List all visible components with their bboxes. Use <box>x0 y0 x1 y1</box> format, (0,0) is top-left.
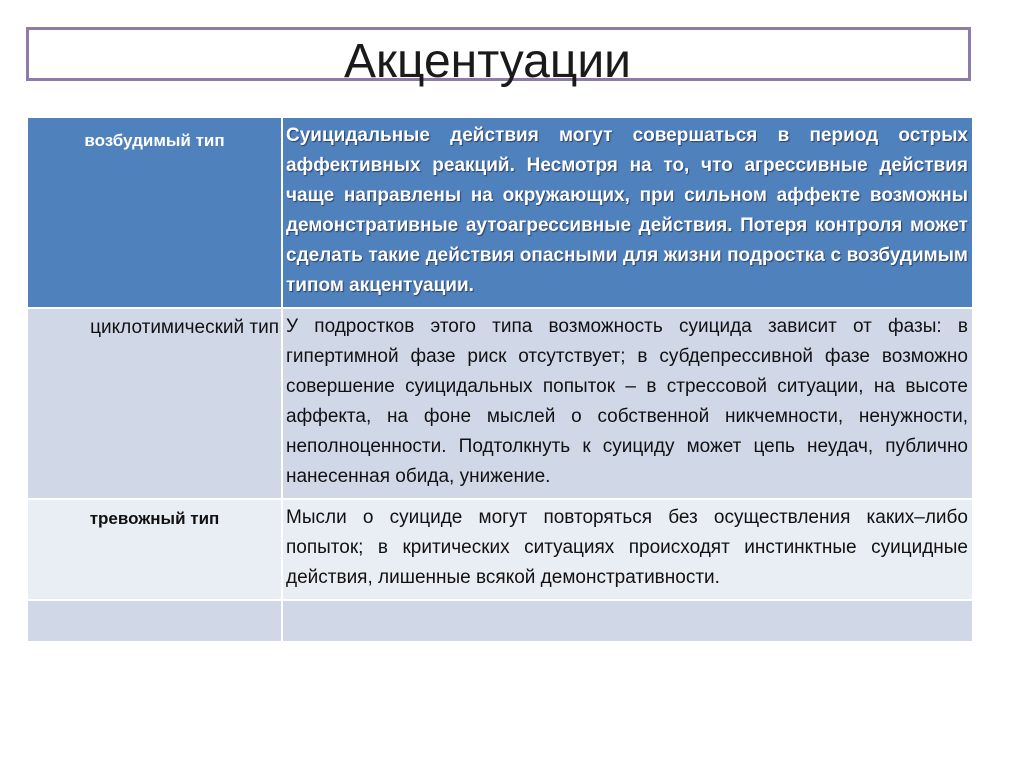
table-row <box>27 600 973 642</box>
accentuation-table <box>26 116 974 643</box>
type-cell: возбудимый тип <box>27 117 282 308</box>
description-cell: Мысли о суициде могут повторяться без осуществления каких–либо попыток; в критических ситуациях происходят инстинктные суицидные действия, лишенные всякой демонстративности. <box>282 499 973 600</box>
type-cell: тревожный тип <box>27 499 282 600</box>
description-cell: Суицидальные действия могут совершаться в период острых аффективных реакций. Несмотря на то, что агрессивные действия чаще направлены на окружающих, при сильном аффекте возможны демонстративные аутоагрессивные действия. Потеря контроля может сделать такие действия опасными для жизни подростка с возбудимым типом акцентуации. <box>282 117 973 308</box>
title-frame <box>26 27 971 88</box>
page-title: Акцентуации <box>344 35 631 88</box>
table-row <box>27 499 973 600</box>
type-cell <box>27 600 282 642</box>
description-cell <box>282 600 973 642</box>
table-row <box>27 117 973 308</box>
table-row <box>27 308 973 499</box>
type-cell: циклотимический тип <box>27 308 282 499</box>
description-cell: У подростков этого типа возможность суицида зависит от фазы: в гипертимной фазе риск отсутствует; в субдепрессивной фазе возможно совершение суицидальных попыток – в стрессовой ситуации, на высоте аффекта, на фоне мыслей о собственной никчемности, ненужности, неполноценности. Подтолкнуть к суициду может цепь неудач, публично нанесенная обида, унижение. <box>282 308 973 499</box>
